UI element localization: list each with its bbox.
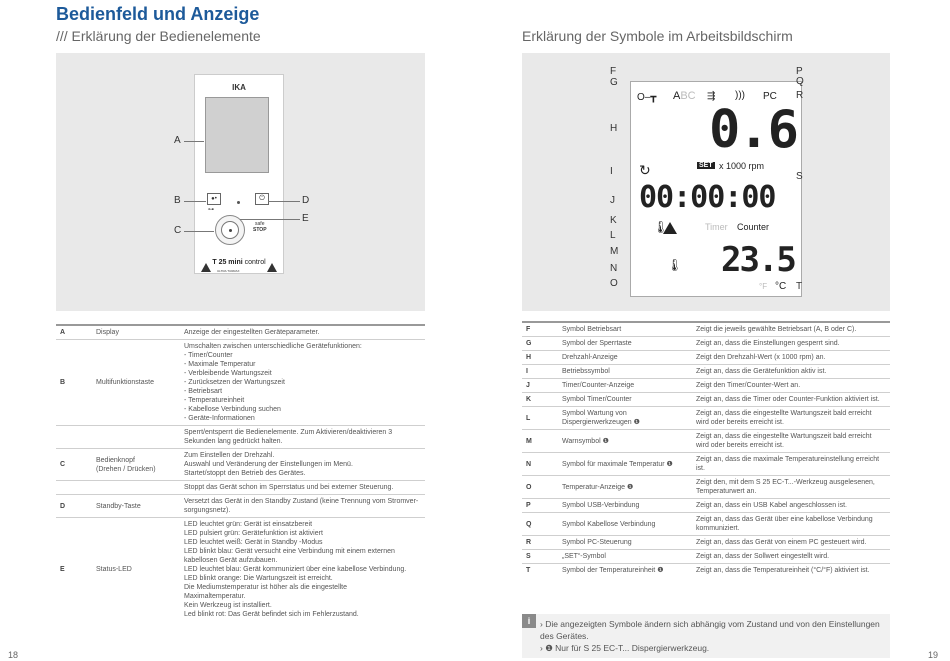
table-row — [522, 322, 890, 337]
row-name — [92, 481, 180, 495]
row-name: Symbol Timer/Counter — [558, 393, 692, 407]
device-display — [205, 97, 269, 173]
callout-h: H — [610, 123, 618, 134]
table-row — [522, 536, 890, 550]
device-model-name: T 25 mini control — [212, 259, 266, 266]
callout-k: K — [610, 215, 617, 226]
row-name: Symbol Betriebsart — [558, 322, 692, 337]
row-name: Display — [92, 325, 180, 340]
row-name: Drehzahl-Anzeige — [558, 351, 692, 365]
row-letter: Q — [522, 513, 558, 536]
table-row — [56, 518, 425, 622]
table-row — [522, 365, 890, 379]
row-description: Zeigt an, dass ein USB Kabel angeschlossen ist. — [692, 499, 890, 513]
row-description: Zeigt die jeweils gewählte Betriebsart (A, B oder C). — [692, 322, 890, 337]
row-description: Zeigt an, dass die eingestellte Wartungszeit bald erreicht wird oder bereits erreicht ist. — [692, 407, 890, 430]
table-row — [522, 564, 890, 578]
running-icon: ↻ — [639, 162, 651, 178]
status-led — [237, 201, 240, 204]
row-name: Standby-Taste — [92, 495, 180, 518]
page-number-left: 18 — [8, 650, 19, 660]
row-letter: J — [522, 379, 558, 393]
table-row — [522, 407, 890, 430]
celsius-unit: °C — [775, 281, 787, 292]
info-note — [522, 614, 890, 658]
row-letter: S — [522, 550, 558, 564]
row-letter — [56, 426, 92, 449]
standby-button: ⏻ — [255, 193, 269, 205]
row-description: Zeigt an, dass die Temperatureinheit (°C/°F) aktiviert ist. — [692, 564, 890, 578]
row-letter: I — [522, 365, 558, 379]
callout-c: C — [174, 225, 182, 236]
lcd-symbol-panel — [522, 53, 890, 311]
key-icon: O‒┳ — [637, 92, 657, 103]
set-badge: SET — [699, 162, 713, 169]
table-row — [522, 430, 890, 453]
row-letter: E — [56, 518, 92, 622]
table-row — [522, 550, 890, 564]
device-illustration — [194, 74, 284, 274]
max-temp-icon: 🌡 — [667, 258, 683, 272]
callout-f: F — [610, 66, 617, 77]
row-letter: H — [522, 351, 558, 365]
row-name — [92, 426, 180, 449]
table-row — [522, 499, 890, 513]
callout-d: D — [302, 195, 310, 206]
row-letter: G — [522, 337, 558, 351]
callout-r: R — [796, 90, 804, 101]
row-description: Zeigt an, dass das Gerät über eine kabellose Verbindung kommuniziert. — [692, 513, 890, 536]
table-row — [522, 513, 890, 536]
table-row — [56, 481, 425, 495]
row-description: Zeigt an, dass die eingestellte Wartungszeit bald erreicht wird oder bereits erreicht ist. — [692, 430, 890, 453]
row-letter: D — [56, 495, 92, 518]
multifunction-button: ●• — [207, 193, 221, 205]
row-letter: O — [522, 476, 558, 499]
table-row — [522, 337, 890, 351]
row-description: Sperrt/entsperrt die Bedienelemente. Zum Aktivieren/deaktivieren 3 Sekunden lang gedrückt halten. — [180, 426, 425, 449]
callout-a: A — [174, 135, 181, 146]
row-description: Zeigt an, dass der Sollwert eingestellt wird. — [692, 550, 890, 564]
right-section-subtitle: Erklärung der Symbole im Arbeitsbildschirm — [522, 28, 793, 44]
row-name: Symbol Kabellose Verbindung — [558, 513, 692, 536]
timer-label: Timer — [705, 222, 728, 232]
table-row — [56, 426, 425, 449]
row-name: „SET“-Symbol — [558, 550, 692, 564]
row-description: Zeigt an, dass das Gerät von einem PC gesteuert wird. — [692, 536, 890, 550]
timer-readout: 00:00:00 — [639, 180, 776, 215]
row-description: Zeigt an, dass die Einstellungen gesperrt sind. — [692, 337, 890, 351]
row-name: Status-LED — [92, 518, 180, 622]
callout-j: J — [610, 195, 615, 206]
wireless-icon: ))) — [735, 90, 745, 101]
left-section-subtitle: /// Erklärung der Bedienelemente — [56, 28, 261, 44]
row-description: Anzeige der eingestellten Geräteparameter. — [180, 325, 425, 340]
table-row — [522, 379, 890, 393]
row-description: Zum Einstellen der Drehzahl. Auswahl und Veränderung der Einstellungen im Menü. Startet/stoppt den Betrieb des Gerätes. — [180, 449, 425, 481]
table-row — [56, 340, 425, 426]
row-name: Symbol Wartung von Dispergierwerkzeugen ❶ — [558, 407, 692, 430]
row-description: Zeigt an, dass die maximale Temperatureinstellung erreicht ist. — [692, 453, 890, 476]
callout-i: I — [610, 166, 613, 177]
table-row — [56, 325, 425, 340]
row-description: LED leuchtet grün: Gerät ist einsatzbereit LED pulsiert grün: Gerätefunktion ist aktiviert LED leuchtet weiß: Gerät in Standby -Modus LED blinkt blau: Gerät versucht eine Verbindung mit einem externen kabellosen Gerät aufzubauen. LED leuchtet blau: Gerät kommuniziert über eine kabellose Verbindung. LED blinkt orange: Die Wartungszeit ist erreicht. Die Mediumstemperatur ist höher als die eingestellte Maximaltemperatur. Kein Werkzeug ist installiert. Led blinkt rot: Das Gerät befindet sich im Fehlerzustand. — [180, 518, 425, 622]
table-row — [522, 476, 890, 499]
row-name: Multifunktionstaste — [92, 340, 180, 426]
row-description: Zeigt an, dass die Gerätefunktion aktiv ist. — [692, 365, 890, 379]
rpm-unit: x 1000 rpm — [719, 161, 765, 171]
row-letter: R — [522, 536, 558, 550]
warning-icon — [663, 222, 677, 234]
row-description: Zeigt den, mit dem S 25 EC-T...-Werkzeug ausgelesenen, Temperaturwert an. — [692, 476, 890, 499]
callout-p: P — [796, 66, 803, 77]
lcd-screen — [630, 81, 802, 297]
row-name: Temperatur-Anzeige ❶ — [558, 476, 692, 499]
row-name: Symbol der Sperrtaste — [558, 337, 692, 351]
row-name: Symbol PC-Steuerung — [558, 536, 692, 550]
callout-o: O — [610, 278, 618, 289]
row-name: Warnsymbol ❶ — [558, 430, 692, 453]
callout-m: M — [610, 246, 619, 257]
row-name: Timer/Counter-Anzeige — [558, 379, 692, 393]
lock-key-icon: ⊶ — [208, 207, 214, 213]
row-description: Stoppt das Gerät schon im Sperrstatus und bei externer Steuerung. — [180, 481, 425, 495]
callout-t: T — [796, 281, 803, 292]
table-row — [56, 495, 425, 518]
symbols-table — [522, 321, 890, 577]
page-title: Bedienfeld und Anzeige — [56, 4, 260, 24]
row-description: Umschalten zwischen unterschiedliche Gerätefunktionen: - Timer/Counter - Maximale Temperatur - Verbleibende Wartungszeit - Zurücksetzen der Wartungszeit - Betriebsart - Temperatureinheit - Kabellose Verbindung suchen - Geräte-Informationen — [180, 340, 425, 426]
row-letter: B — [56, 340, 92, 426]
row-description: Versetzt das Gerät in den Standby Zustand (keine Trennung vom Stromver-sorgungsnetz). — [180, 495, 425, 518]
safe-stop-label: safe STOP — [253, 221, 267, 233]
row-letter: L — [522, 407, 558, 430]
info-icon: i — [522, 614, 536, 628]
row-letter — [56, 481, 92, 495]
row-letter: A — [56, 325, 92, 340]
row-description: Zeigt an, dass die Timer oder Counter-Funktion aktiviert ist. — [692, 393, 890, 407]
device-front-panel — [56, 53, 425, 311]
callout-e: E — [302, 213, 309, 224]
callout-s: S — [796, 171, 803, 182]
callout-n: N — [610, 263, 618, 274]
page-number-right: 19 — [928, 650, 939, 660]
fahrenheit-unit: °F — [759, 282, 768, 291]
device-brand: ULTRA TURRAX — [217, 269, 240, 273]
row-name: Symbol USB-Verbindung — [558, 499, 692, 513]
callout-q: Q — [796, 76, 804, 87]
speed-readout: 0.6 — [709, 100, 797, 160]
row-name: Symbol der Temperatureinheit ❶ — [558, 564, 692, 578]
row-letter: T — [522, 564, 558, 578]
row-letter: P — [522, 499, 558, 513]
device-logo: IKA — [232, 83, 246, 92]
table-row — [522, 351, 890, 365]
callout-g: G — [610, 77, 618, 88]
pc-indicator: PC — [763, 91, 777, 102]
row-letter: K — [522, 393, 558, 407]
maintenance-icon: 🌡 — [653, 220, 669, 234]
table-row — [522, 393, 890, 407]
controls-table — [56, 324, 425, 621]
row-description: Zeigt den Timer/Counter-Wert an. — [692, 379, 890, 393]
usb-icon: ⇶ — [707, 91, 716, 102]
row-letter: M — [522, 430, 558, 453]
row-letter: N — [522, 453, 558, 476]
callout-l: L — [610, 230, 616, 241]
row-letter: F — [522, 322, 558, 337]
table-row — [56, 449, 425, 481]
temperature-readout: 23.5 — [721, 240, 795, 280]
callout-b: B — [174, 195, 181, 206]
mode-abc: ABC — [673, 90, 696, 102]
row-name: Symbol für maximale Temperatur ❶ — [558, 453, 692, 476]
row-name: Betriebssymbol — [558, 365, 692, 379]
row-description: Zeigt den Drehzahl-Wert (x 1000 rpm) an. — [692, 351, 890, 365]
info-text: › Die angezeigten Symbole ändern sich abhängig vom Zustand und von den Einstellungen des Gerätes. › ❶ Nur für S 25 EC-T... Dispergierwerkzeug. — [540, 619, 880, 653]
table-row — [522, 453, 890, 476]
counter-label: Counter — [737, 222, 770, 232]
row-letter: C — [56, 449, 92, 481]
row-name: Bedienknopf (Drehen / Drücken) — [92, 449, 180, 481]
